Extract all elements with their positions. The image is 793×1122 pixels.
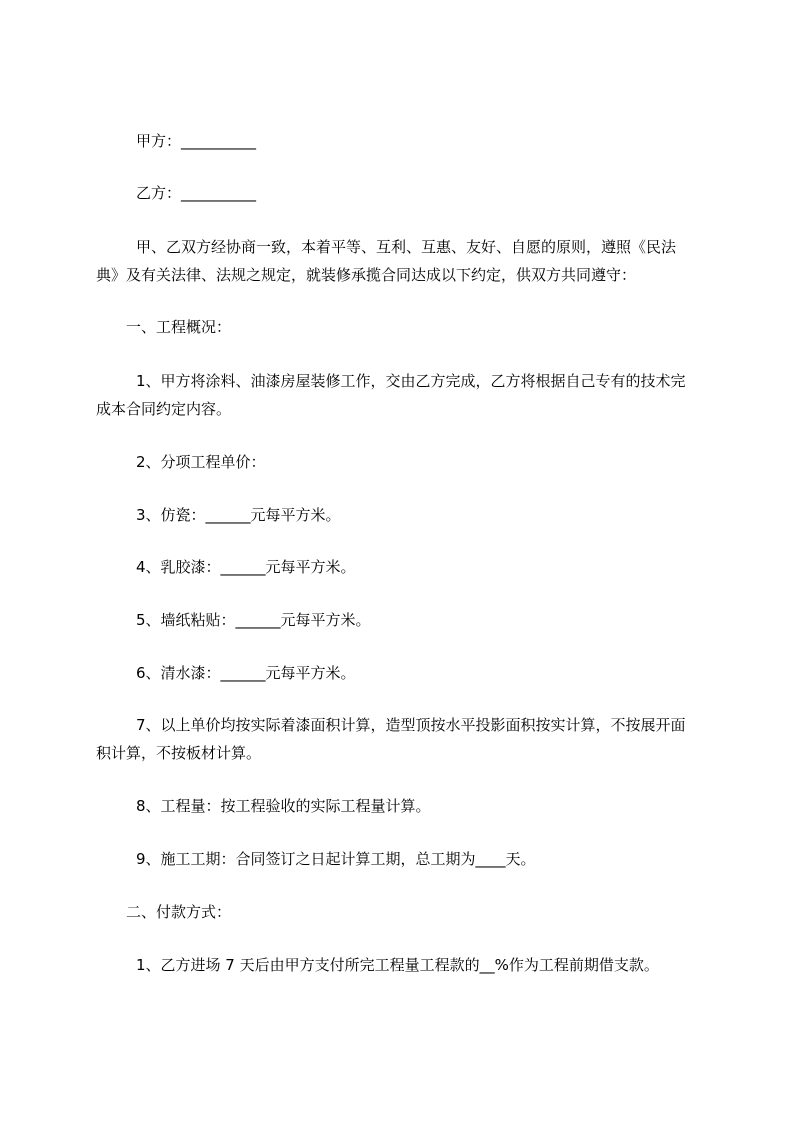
section-2-title: 二、付款方式： bbox=[126, 903, 232, 921]
item-7-paragraph: 7、以上单价均按实际着漆面积计算，造型顶按水平投影面积按实计算，不按展开面积计算，不按板材计算。 bbox=[96, 716, 686, 762]
item-5-line: 5、墙纸粘贴：______元每平方米。 bbox=[136, 611, 371, 629]
party-a-line: 甲方：__________ bbox=[136, 132, 257, 150]
item-8-line: 8、工程量：按工程验收的实际工程量计算。 bbox=[136, 797, 431, 815]
party-b-line: 乙方：__________ bbox=[136, 184, 257, 202]
item-6-line: 6、清水漆：______元每平方米。 bbox=[136, 664, 356, 682]
intro-paragraph: 甲、乙双方经协商一致，本着平等、互利、互惠、友好、自愿的原则，遵照《民法典》及有关法律、法规之规定，就装修承揽合同达成以下约定，供双方共同遵守： bbox=[96, 238, 677, 284]
item-9-line: 9、施工工期：合同签订之日起计算工期，总工期为____天。 bbox=[136, 850, 536, 868]
item-2-line: 2、分项工程单价： bbox=[136, 453, 266, 471]
payment-item-1-line: 1、乙方进场 7 天后由甲方支付所完工程量工程款的__%作为工程前期借支款。 bbox=[136, 956, 659, 974]
section-1-title: 一、工程概况： bbox=[126, 318, 232, 336]
item-3-line: 3、仿瓷：______元每平方米。 bbox=[136, 506, 341, 524]
item-1-paragraph: 1、甲方将涂料、油漆房屋装修工作，交由乙方完成，乙方将根据自己专有的技术完成本合同约定内容。 bbox=[96, 372, 686, 418]
item-4-line: 4、乳胶漆：______元每平方米。 bbox=[136, 558, 356, 576]
